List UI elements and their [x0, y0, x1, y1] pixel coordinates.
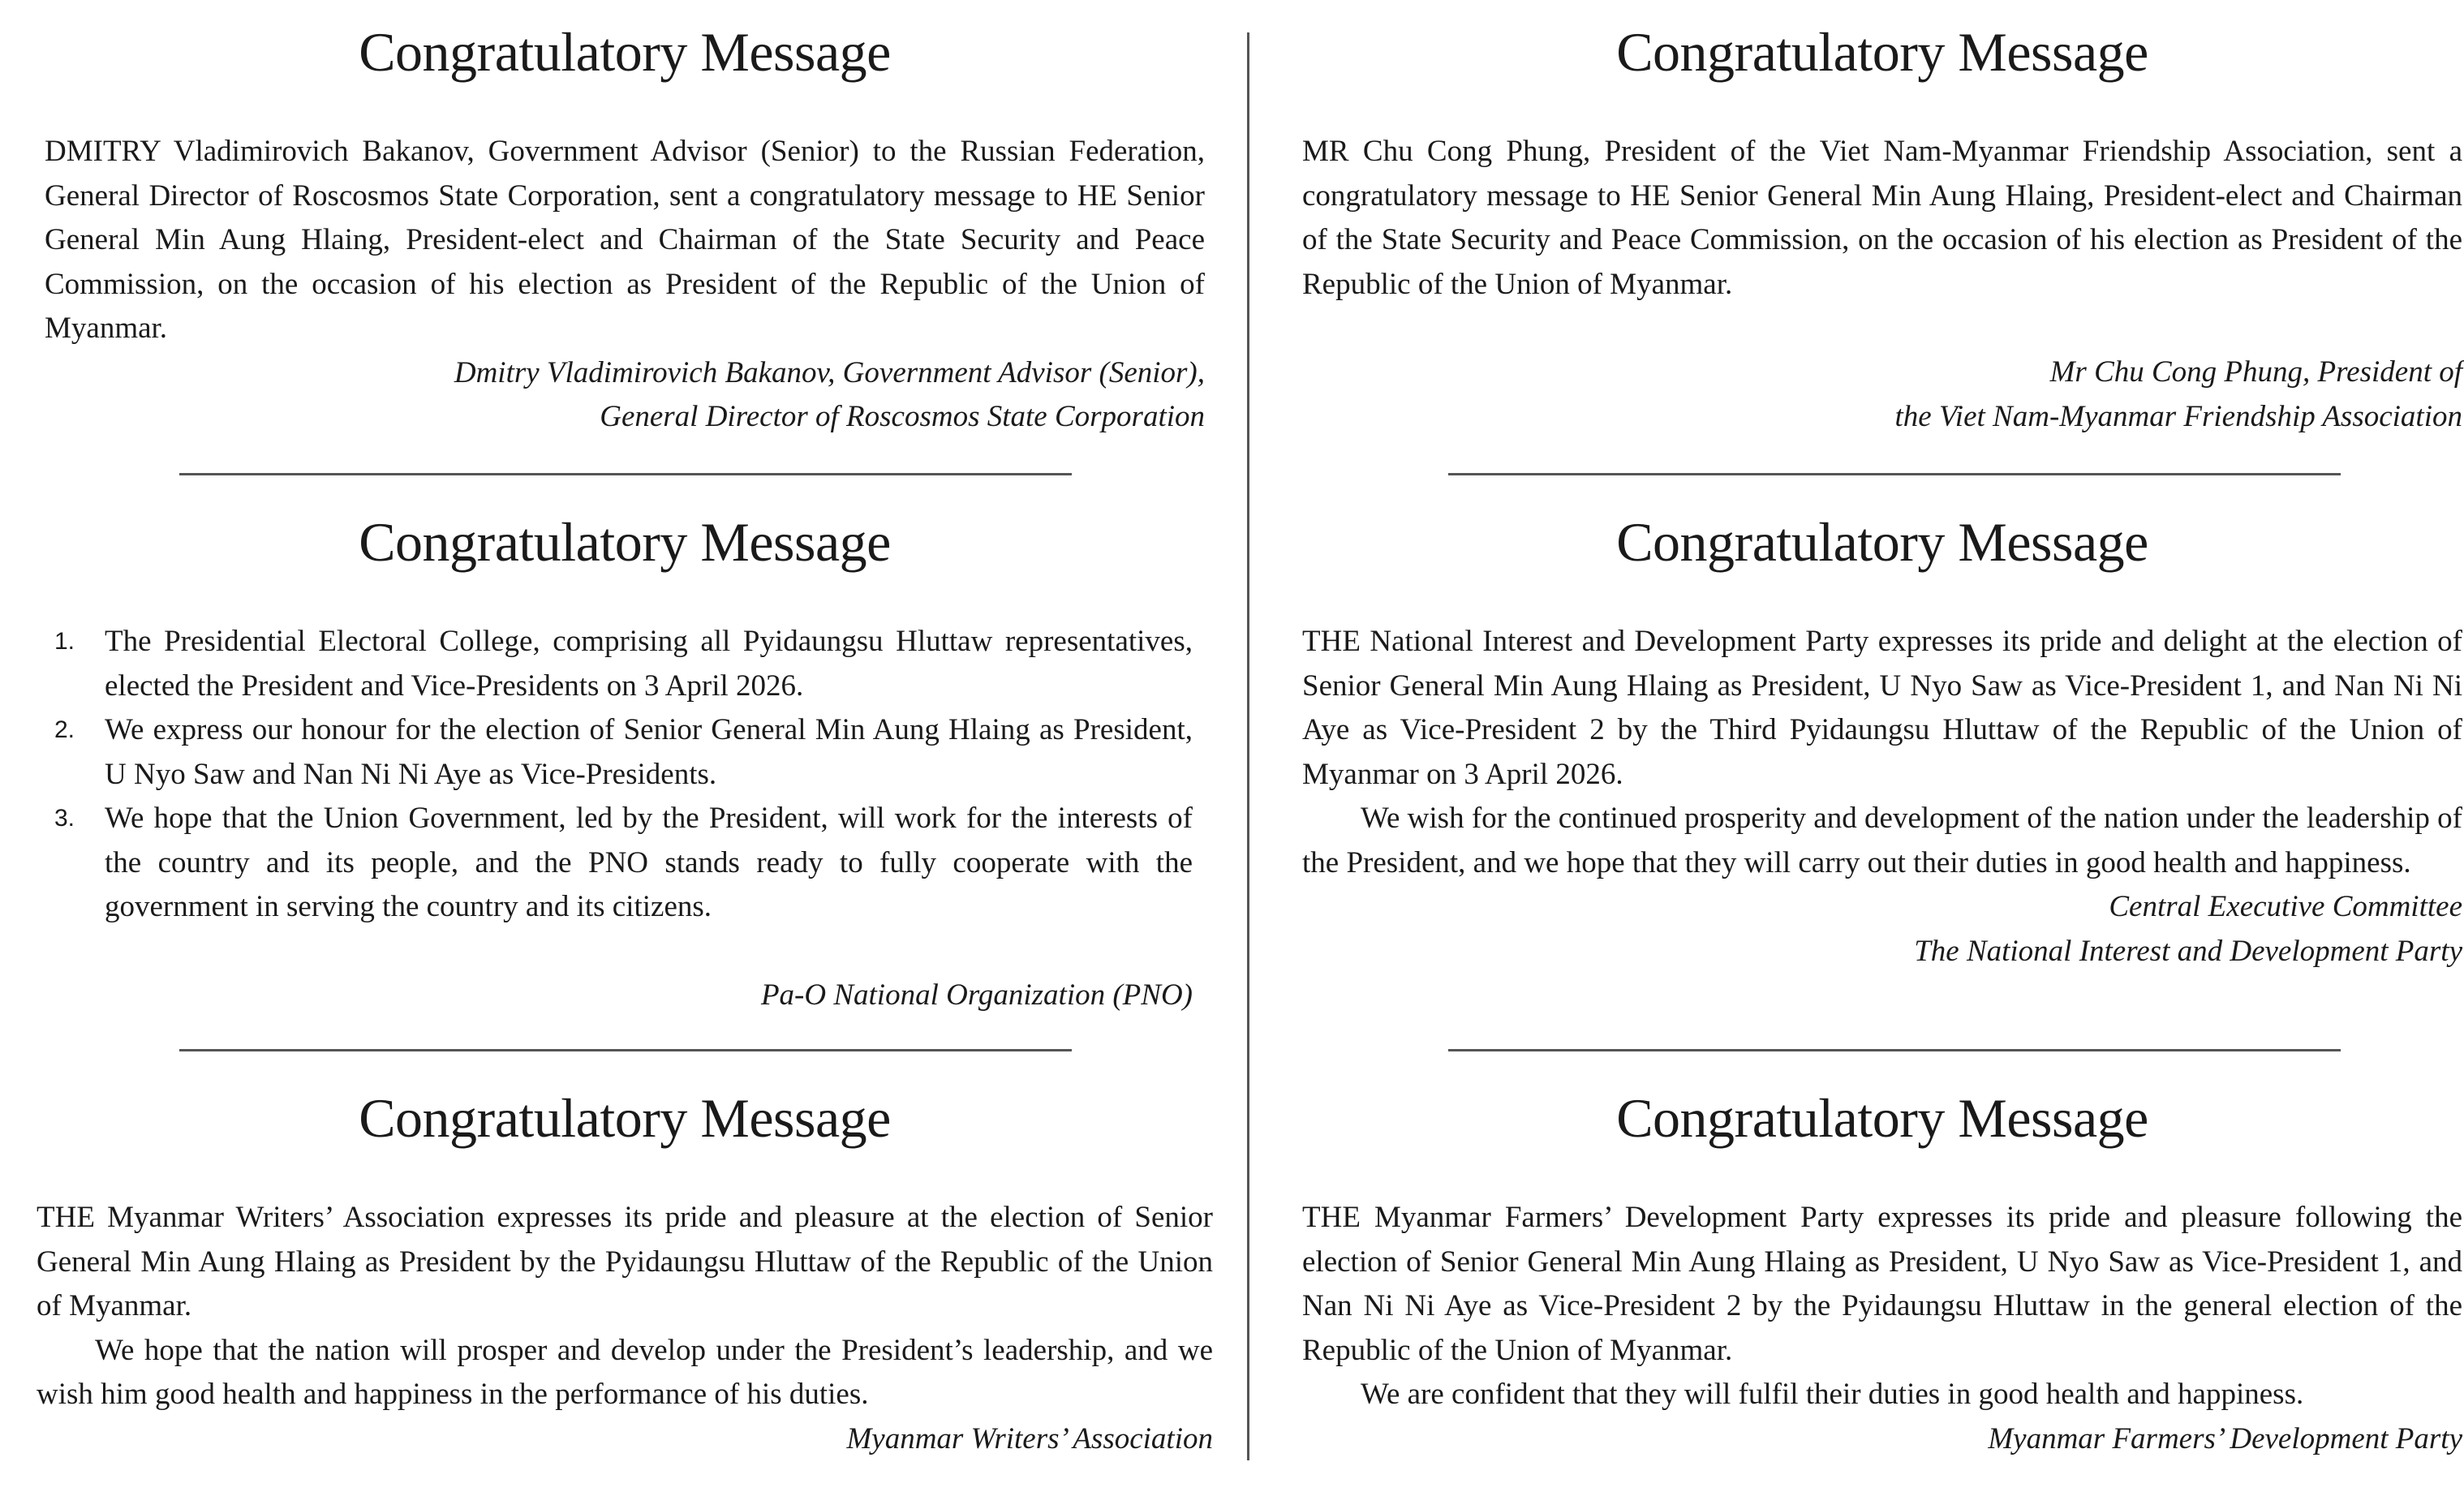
list-item	[45, 797, 1193, 930]
message-paragraph: We hope that the nation will prosper and develop under the President’s leadership, and we wish him good health and happiness in the performance of his duties.	[37, 1333, 1213, 1411]
message-paragraph: MR Chu Cong Phung, President of the Viet Nam-Myanmar Friendship Association, sent a congratulatory message to HE Senior General Min Aung Hlaing, President-elect and Chairman of the State Security and Peace Commission, on the occasion of his election as President of the Republic of the Union of Myanmar.	[1302, 135, 2462, 301]
message-signature	[1302, 885, 2462, 974]
list-item	[45, 708, 1193, 797]
list-text: We hope that the Union Government, led by the President, will work for the interests of the country and its people, and the PNO stands ready to fully cooperate with the government in serving the country and its citizens.	[105, 802, 1193, 923]
section-divider	[179, 473, 1072, 475]
message-paragraph: We wish for the continued prosperity and development of the nation under the leadership of the President, and we hope that they will carry out their duties in good health and happiness.	[1302, 802, 2462, 879]
message-nidp	[1302, 510, 2462, 974]
message-body	[1302, 130, 2462, 307]
section-divider	[1448, 1049, 2341, 1051]
message-signature	[45, 351, 1205, 440]
list-number: 3.	[54, 805, 75, 832]
message-title: Congratulatory Message	[1616, 21, 2148, 83]
section-divider	[1448, 473, 2341, 475]
list-number: 2.	[54, 716, 75, 743]
list-text: The Presidential Electoral College, comprising all Pyidaungsu Hluttaw representatives, elected the President and Vice-Presidents on 3 April 2026.	[105, 625, 1193, 703]
message-body	[1302, 1196, 2462, 1417]
message-title: Congratulatory Message	[359, 1087, 891, 1149]
signature-line: Mr Chu Cong Phung, President of	[2049, 355, 2462, 389]
signature-line: Myanmar Farmers’ Development Party	[1988, 1421, 2462, 1455]
message-paragraph: THE National Interest and Development Party expresses its pride and delight at the election of Senior General Min Aung Hlaing as President, U Nyo Saw as Vice-President 1, and Nan Ni Ni Aye as Vice-President 2 by the Third Pyidaungsu Hluttaw of the Republic of the Union of Myanmar on 3 April 2026.	[1302, 625, 2462, 791]
message-body	[45, 130, 1205, 351]
message-writers	[37, 1086, 1213, 1461]
message-paragraph: THE Myanmar Farmers’ Development Party expresses its pride and pleasure following the election of Senior General Min Aung Hlaing as President, U Nyo Saw as Vice-President 1, and Nan Ni Ni Aye as Vice-President 2 by the Pyidaungsu Hluttaw in the general election of the Republic of the Union of Myanmar.	[1302, 1201, 2462, 1367]
message-signature	[37, 1417, 1213, 1462]
column-divider	[1247, 32, 1249, 1460]
message-pno	[45, 510, 1205, 1017]
message-roscosmos	[45, 19, 1205, 440]
left-column	[37, 0, 1213, 1492]
list-number: 1.	[54, 628, 75, 655]
message-signature	[45, 974, 1205, 1018]
list-text: We express our honour for the election of Senior General Min Aung Hlaing as President, U Nyo Saw and Nan Ni Ni Aye as Vice-Presidents.	[105, 713, 1193, 791]
message-signature	[1302, 350, 2462, 439]
points-list	[45, 620, 1193, 930]
message-title: Congratulatory Message	[359, 21, 891, 83]
message-title: Congratulatory Message	[1616, 1087, 2148, 1149]
signature-line: Pa-O National Organization (PNO)	[760, 978, 1193, 1012]
signature-line: The National Interest and Development Party	[1914, 934, 2462, 968]
message-body	[37, 1196, 1213, 1417]
signature-line: Central Executive Committee	[2109, 890, 2462, 923]
section-divider	[179, 1049, 1072, 1051]
message-title: Congratulatory Message	[359, 511, 891, 573]
message-vietnam	[1302, 19, 2462, 439]
message-title: Congratulatory Message	[1616, 511, 2148, 573]
right-column	[1302, 0, 2462, 1492]
message-signature	[1302, 1417, 2462, 1462]
signature-line: Myanmar Writers’ Association	[846, 1421, 1213, 1455]
message-paragraph: THE Myanmar Writers’ Association expresses its pride and pleasure at the election of Senior General Min Aung Hlaing as President by the Pyidaungsu Hluttaw of the Republic of the Union of Myanmar.	[37, 1201, 1213, 1322]
message-body	[45, 620, 1205, 930]
message-paragraph: DMITRY Vladimirovich Bakanov, Government Advisor (Senior) to the Russian Federation, General Director of Roscosmos State Corporation, sent a congratulatory message to HE Senior General Min Aung Hlaing, President-elect and Chairman of the State Security and Peace Commission, on the occasion of his election as President of the Republic of the Union of Myanmar.	[45, 135, 1205, 345]
message-paragraph: We are confident that they will fulfil their duties in good health and happiness.	[1361, 1378, 2304, 1411]
message-body	[1302, 620, 2462, 885]
signature-line: Dmitry Vladimirovich Bakanov, Government Advisor (Senior),	[454, 355, 1205, 389]
list-item	[45, 620, 1193, 708]
signature-line: General Director of Roscosmos State Corporation	[600, 400, 1205, 433]
message-farmers	[1302, 1086, 2462, 1461]
signature-line: the Viet Nam-Myanmar Friendship Association	[1894, 399, 2462, 433]
